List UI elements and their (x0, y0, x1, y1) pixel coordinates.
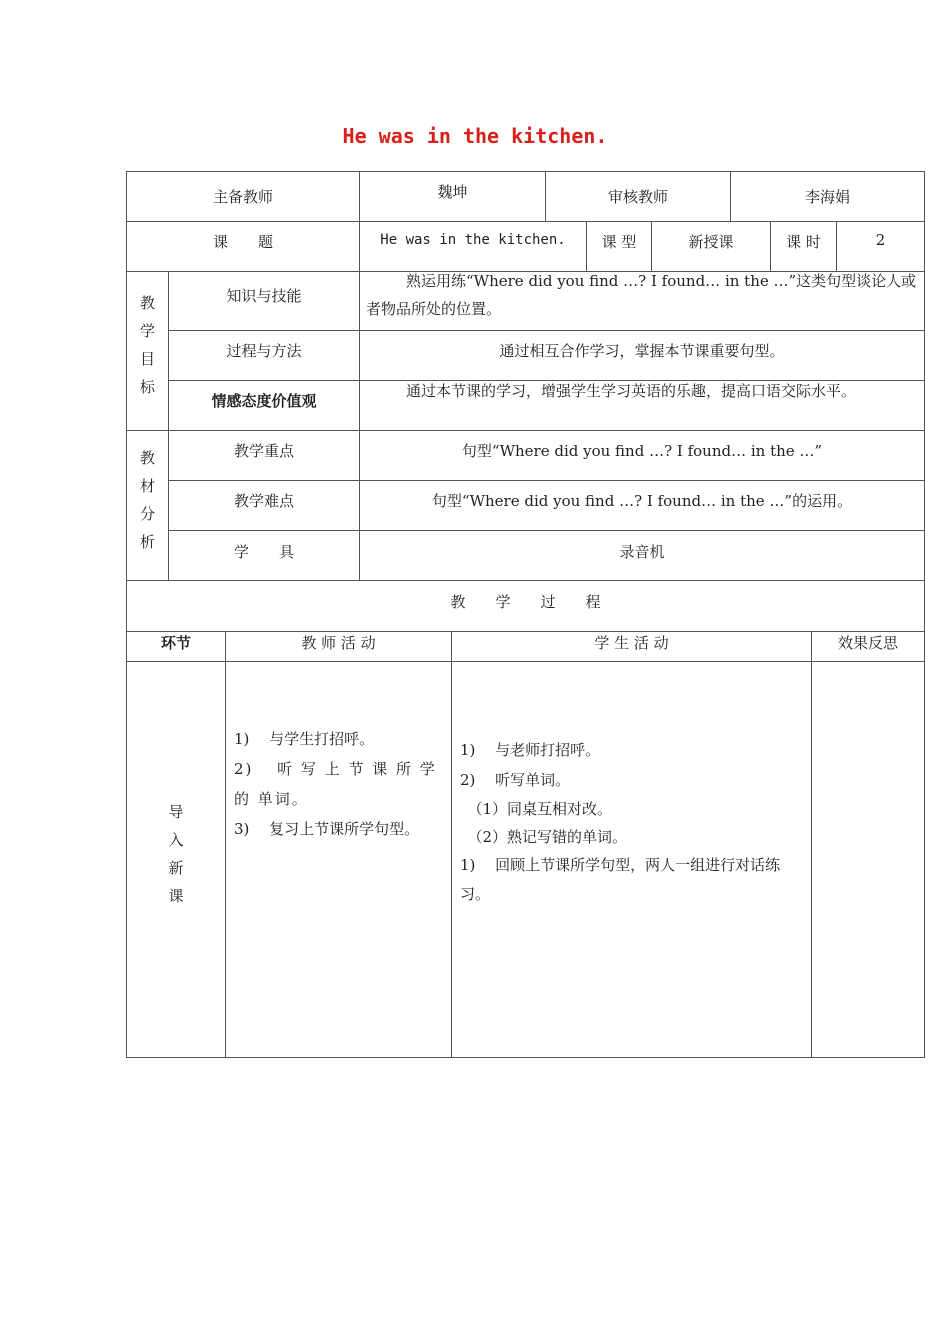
lesson-type-value: 新授课 (688, 233, 734, 251)
group-char: 教 (139, 294, 155, 312)
analysis-group-label (127, 444, 168, 556)
rule (168, 330, 925, 331)
rule (225, 631, 226, 1058)
col-student-header: 学 生 活 动 (594, 634, 669, 652)
rule (126, 430, 925, 431)
stage-char: 入 (168, 831, 184, 849)
tools-label: 学 具 (233, 543, 294, 561)
page-title: He was in the kitchen. (342, 124, 608, 148)
list-item: 2) 听写单词。 (460, 771, 571, 789)
rule (451, 631, 452, 1058)
student-activities (460, 735, 805, 909)
rule (924, 171, 925, 1058)
difficulty-label: 教学难点 (233, 492, 294, 510)
rule (126, 580, 925, 581)
key-point-label: 教学重点 (233, 442, 294, 460)
reflection-cell (812, 662, 924, 1057)
periods-label: 课 时 (786, 233, 821, 251)
reviewer-label: 审核教师 (607, 188, 668, 206)
process-text: 通过相互合作学习，掌握本节课重要句型。 (499, 342, 785, 360)
list-item: （1）同桌互相对改。 (460, 800, 613, 818)
stage-char: 课 (168, 887, 184, 905)
tools-text: 录音机 (619, 543, 665, 561)
rule (168, 530, 925, 531)
process-heading: 教 学 过 程 (450, 593, 601, 611)
knowledge-label: 知识与技能 (226, 287, 302, 305)
difficulty-text: 句型“Where did you find …? I found… in the …”的运用。 (431, 492, 853, 510)
topic-label: 课 题 (212, 233, 273, 251)
list-item: （2）熟记写错的单词。 (460, 828, 628, 846)
rule (168, 271, 169, 581)
rule (126, 171, 925, 172)
group-char: 材 (139, 477, 155, 495)
lesson-type-label: 课 型 (601, 233, 637, 251)
rule (168, 480, 925, 481)
rule (126, 221, 925, 222)
list-item: 3) 复习上节课所学句型。 (234, 820, 420, 838)
col-teacher-header: 教 师 活 动 (301, 634, 376, 652)
list-item: 1) 与学生打招呼。 (234, 730, 375, 748)
lead-teacher-name: 魏坤 (437, 183, 468, 201)
group-char: 分 (139, 505, 155, 523)
rule (126, 1057, 925, 1058)
periods-value: 2 (875, 231, 886, 249)
reviewer-name: 李海娟 (804, 188, 850, 206)
group-char: 标 (139, 378, 155, 396)
col-stage-header: 环节 (160, 634, 191, 652)
rule (126, 661, 925, 662)
stage-label (127, 798, 225, 910)
objectives-group-label (127, 289, 168, 401)
list-item: 1) 与老师打招呼。 (460, 741, 601, 759)
key-point-text: 句型“Where did you find …? I found… in the …” (461, 442, 823, 460)
topic-value: He was in the kitchen. (380, 232, 566, 248)
stage-char: 新 (168, 859, 184, 877)
list-item: 1) 回顾上节课所学句型，两人一组进行对话练习。 (460, 856, 781, 903)
lead-teacher-label: 主备教师 (212, 188, 273, 206)
knowledge-text: 熟运用练“Where did you find …? I found… in the …”这类句型谈论人或者物品所处的位置。 (366, 272, 917, 318)
process-label: 过程与方法 (226, 342, 302, 360)
group-char: 析 (139, 533, 155, 551)
stage-char: 导 (168, 803, 184, 821)
group-char: 教 (139, 449, 155, 467)
emotion-text: 通过本节课的学习，增强学生学习英语的乐趣，提高口语交际水平。 (406, 382, 857, 400)
group-char: 学 (139, 322, 155, 340)
emotion-label: 情感态度价值观 (211, 392, 317, 410)
teacher-activities (234, 724, 444, 844)
list-item: 2) 听 写 上 节 课 所 学 的 单词。 (234, 760, 437, 808)
col-reflection-header: 效果反思 (837, 634, 898, 652)
group-char: 目 (139, 350, 155, 368)
